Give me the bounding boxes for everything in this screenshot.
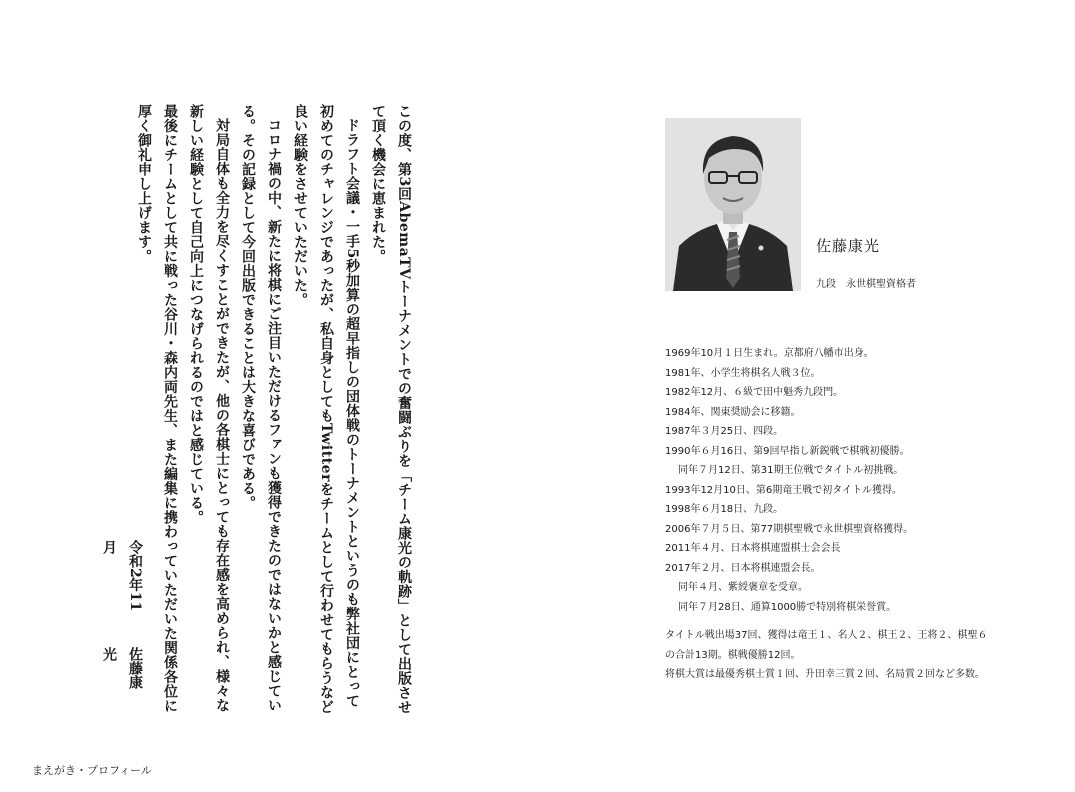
portrait-illustration — [665, 118, 801, 291]
history-item: 2006年７月５日、第77期棋聖戦で永世棋聖資格獲得。 — [665, 523, 914, 535]
history-item: 1982年12月、６級で田中魁秀九段門。 — [665, 387, 844, 398]
signature-author: 佐藤康光 — [101, 646, 143, 689]
summary-paragraph: 将棋大賞は最優秀棋士賞１回、升田幸三賞２回、名局賞２回など多数。 — [665, 669, 985, 680]
summary-paragraph: タイトル戦出場37回、獲得は竜王１、名人２、棋王２、王将２、棋聖６の合計13期。棋戦優勝12回。 — [665, 630, 988, 661]
signature-date: 令和2年11月 — [101, 540, 143, 612]
preface-text — [131, 104, 417, 716]
profile-title: 九段 永世棋聖資格者 — [816, 279, 916, 290]
history-item: 1987年３月25日、四段。 — [665, 426, 784, 437]
history-item: 1990年６月16日、第9回早指し新鋭戦で棋戦初優勝。 — [665, 445, 910, 457]
preface-paragraph: この度、第3回AbemaTVトーナメントでの奮闘ぶりを「チーム康光の軌跡」として出版させて頂く機会に恵まれた。 — [370, 104, 412, 715]
profile-name: 佐藤康光 — [816, 237, 881, 255]
preface-paragraph: コロナ禍の中、新たに将棋にご注目いただけるファンも獲得できたのではないかと感じている。その記録として今回出版できることは大きな喜びである。 — [240, 104, 282, 713]
history-item: 1969年10月１日生まれ。京都府八幡市出身。 — [665, 348, 874, 359]
career-history — [665, 344, 1045, 617]
history-item: 1984年、関東奨励会に移籍。 — [665, 406, 801, 418]
preface-paragraph: 対局自体も全力を尽くすことができたが、他の各棋士にとっても存在感を高められ、様々な新しい経験として自己向上につなげられるのではと感じている。 — [188, 104, 230, 713]
preface-paragraph: ドラフト会議・一手5秒加算の超早指しの団体戦のトーナメントというのも弊社団にとって初めてのチャレンジであったが、私自身としてもTwitterをチームとして行わせてもらうなど良い経験をさせていただいた。 — [292, 104, 360, 714]
portrait-photo — [665, 118, 801, 291]
preface-signature — [96, 540, 148, 700]
history-item: 同年７月28日、通算1000勝で特別将棋栄誉賞。 — [678, 601, 897, 613]
history-item: 同年７月12日、第31期王位戦でタイトル初挑戦。 — [678, 465, 904, 476]
history-item: 同年４月、紫綬褒章を受章。 — [678, 582, 808, 593]
career-summary — [665, 626, 995, 685]
history-item: 2017年２月、日本将棋連盟会長。 — [665, 562, 821, 574]
history-item: 1998年６月18日、九段。 — [665, 504, 784, 515]
history-item: 2011年４月、日本将棋連盟棋士会会長 — [665, 543, 841, 554]
history-item: 1993年12月10日、第6期竜王戦で初タイトル獲得。 — [665, 484, 903, 496]
history-item: 1981年、小学生将棋名人戦３位。 — [665, 367, 821, 379]
page-footer: まえがき・プロフィール — [32, 764, 152, 777]
preface-paragraph: 最後にチームとして共に戦った谷川・森内両先生、また編集に携わっていただいた関係各位に厚く御礼申し上げます。 — [136, 104, 178, 713]
